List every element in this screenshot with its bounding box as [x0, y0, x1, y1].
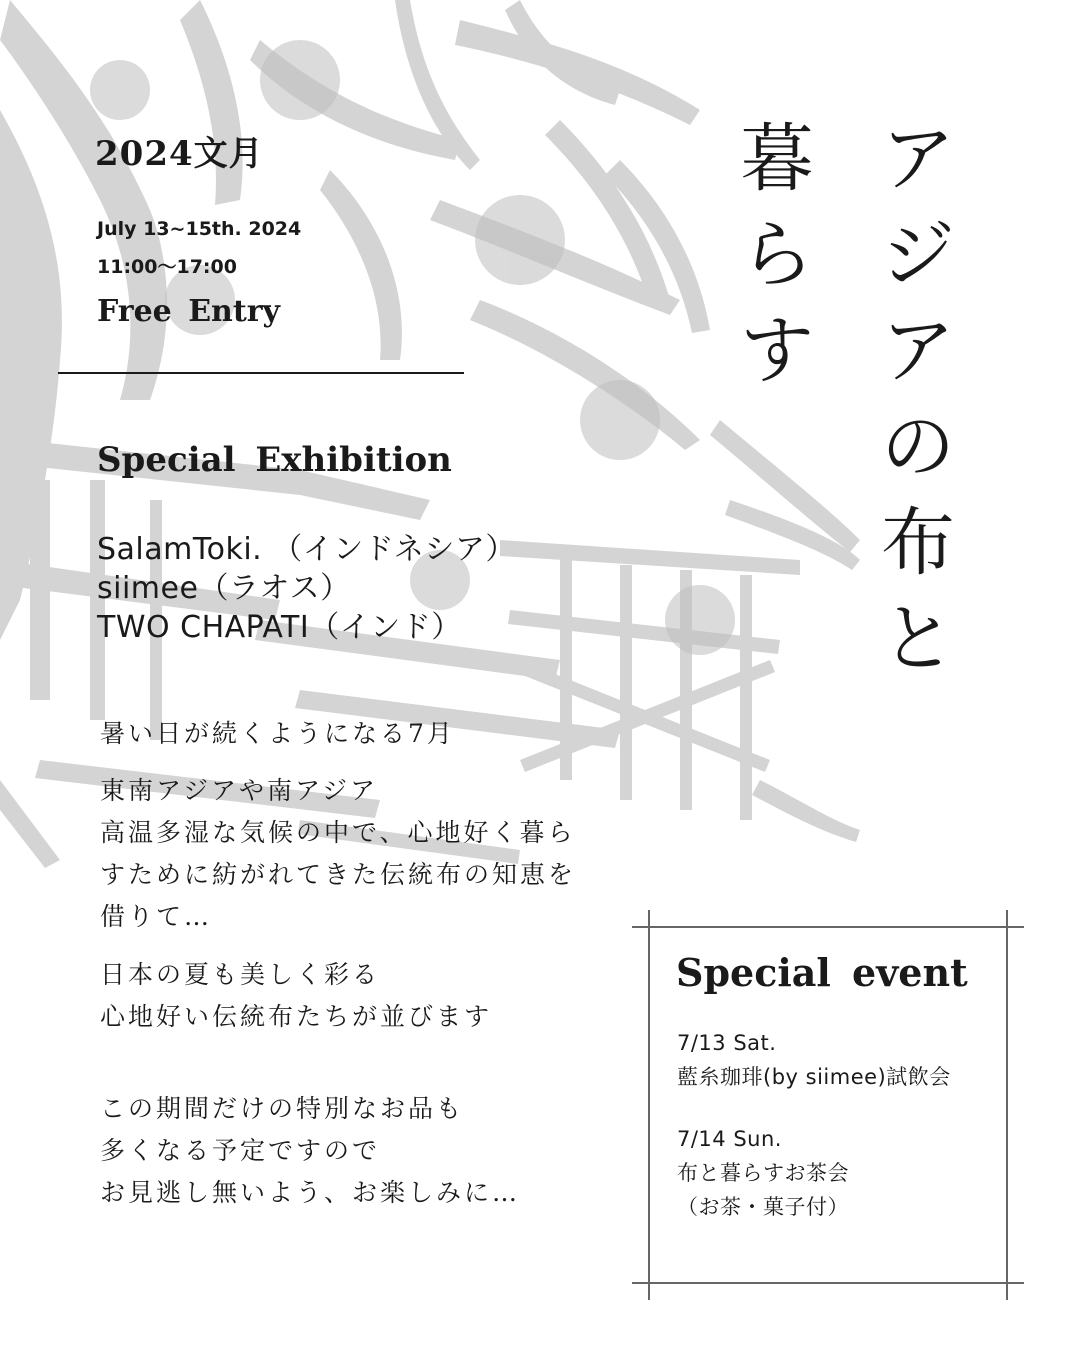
description-paragraph: [100, 713, 455, 755]
frame-line: [632, 1282, 1024, 1284]
exhibitor-item: siimee（ラオス）: [97, 571, 351, 606]
title-char: の: [881, 404, 955, 490]
description-paragraph: [100, 1088, 520, 1214]
date-heading: 2024文月: [95, 134, 264, 174]
event-description: 布と暮らすお茶会: [677, 1161, 849, 1185]
frame-line: [648, 910, 650, 1300]
description-line: すために紡がれてきた伝統布の知恵を: [100, 860, 577, 889]
description-line: 高温多湿な気候の中で、心地好く暮ら: [100, 818, 576, 847]
event-description: 藍糸珈琲(by siimee)試飲会: [677, 1065, 951, 1089]
special-event-heading: Special event: [676, 950, 968, 995]
title-char: す: [740, 308, 814, 394]
description-line: 多くなる予定ですので: [100, 1136, 381, 1165]
title-char: ア: [881, 308, 955, 394]
title-char: 布: [881, 500, 955, 586]
description-line: 借りて…: [100, 902, 213, 931]
frame-line: [1006, 910, 1008, 1300]
title-char: ア: [881, 116, 955, 202]
exhibitor-list: [97, 530, 516, 647]
exhibitor-item: SalamToki. （インドネシア）: [97, 532, 516, 567]
title-column-1: [870, 112, 966, 688]
description-line: この期間だけの特別なお品も: [100, 1094, 465, 1123]
date-range: July 13~15th. 2024: [97, 218, 302, 240]
description-line: 心地好い伝統布たちが並びます: [100, 1002, 493, 1031]
frame-line: [632, 926, 1024, 928]
opening-hours: 11:00〜17:00: [97, 256, 237, 278]
event-date: 7/13 Sat.: [677, 1031, 777, 1055]
free-entry-label: Free Entry: [97, 294, 280, 329]
description-line: お見逃し無いよう、お楽しみに…: [100, 1178, 521, 1207]
description-paragraph: [100, 770, 576, 938]
title-char: と: [881, 596, 955, 682]
title-char: 暮: [740, 116, 814, 202]
title-char: ら: [740, 212, 814, 298]
title-column-2: [729, 112, 825, 400]
exhibition-heading: Special Exhibition: [97, 440, 452, 480]
description-paragraph: [100, 954, 492, 1038]
description-line: 暑い日が続くようになる7月: [100, 719, 455, 748]
description-line: 東南アジアや南アジア: [100, 776, 379, 805]
description-line: 日本の夏も美しく彩る: [100, 960, 381, 989]
exhibitor-item: TWO CHAPATI（インド）: [97, 610, 462, 645]
divider: [58, 372, 464, 374]
title-char: ジ: [881, 212, 955, 298]
event-note: （お茶・菓子付）: [677, 1195, 849, 1219]
event-date: 7/14 Sun.: [677, 1127, 782, 1151]
